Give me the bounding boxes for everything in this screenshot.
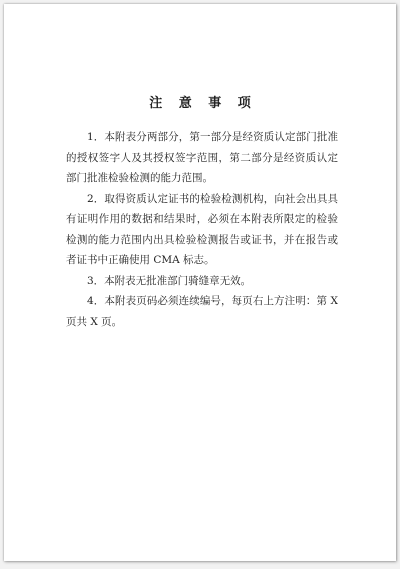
document-page (4, 4, 396, 561)
note-item-4: 4．本附表页码必须连续编号，每页右上方注明：第 X 页共 X 页。 (66, 295, 338, 328)
note-item-2: 2．取得资质认定证书的检验检测机构，向社会出具具有证明作用的数据和结果时，必须在本附表所限定的检验检测的能力范围内出具检验检测报告或证书，并在报告或者证书中正确使用 CMA 标志。 (66, 192, 338, 266)
note-item-3: 3．本附表无批准部门骑缝章无效。 (87, 274, 252, 287)
page-title: 注 意 事 项 (149, 96, 257, 111)
notes-list (66, 127, 338, 332)
note-item-1: 1．本附表分两部分，第一部分是经资质认定部门批准的授权签字人及其授权签字范围，第二部分是经资质认定部门批准检验检测的能力范围。 (66, 131, 338, 184)
